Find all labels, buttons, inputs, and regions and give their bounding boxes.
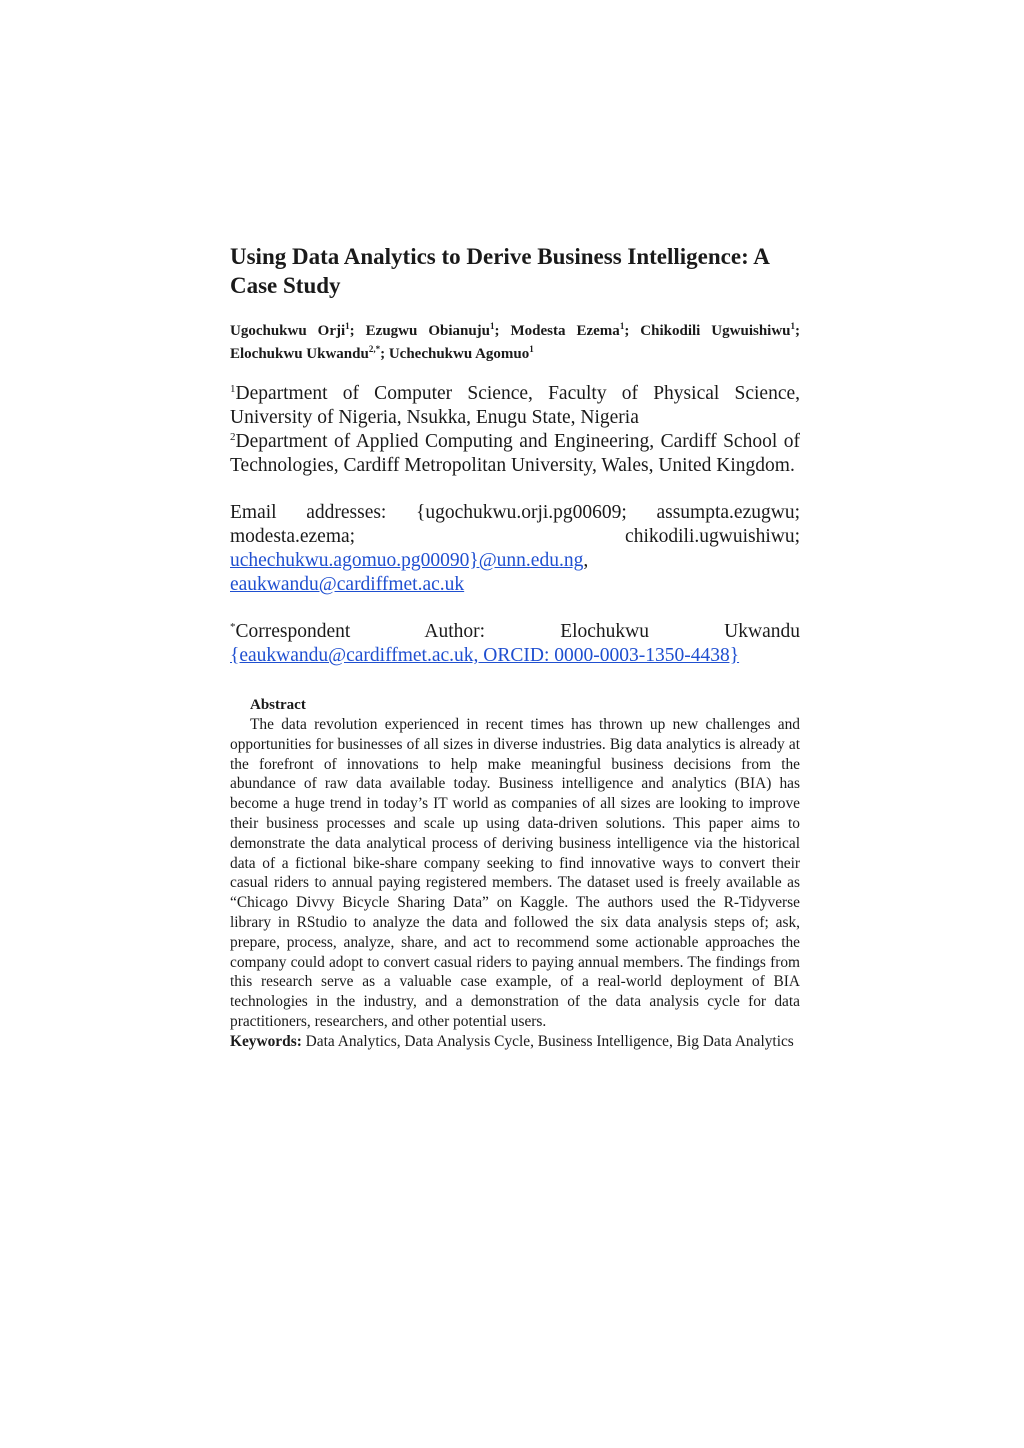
email-separator: , [583, 550, 589, 571]
author-separator: ; [795, 323, 801, 339]
author-affiliation-mark: 1 [529, 344, 534, 354]
email-prefix-text: Email addresses: {ugochukwu.orji.pg00609; assumpta.ezugwu; modesta.ezema; chikodili.ugwuishiwu; [230, 502, 800, 547]
keywords-text: Data Analytics, Data Analysis Cycle, Business Intelligence, Big Data Analytics [301, 1032, 794, 1050]
author-separator: ; [624, 323, 641, 339]
correspondent-link[interactable]: {eaukwandu@cardiffmet.ac.uk, ORCID: 0000-0003-1350-4438} [230, 645, 740, 666]
email-link-unn[interactable]: uchechukwu.agomuo.pg00090}@unn.edu.ng [230, 550, 584, 571]
affiliation-number: 2 [230, 431, 236, 443]
affiliation-number: 1 [230, 383, 236, 395]
paper-first-page [230, 242, 800, 1052]
author-affiliation-mark: 1 [619, 321, 625, 331]
author-affiliation-mark: 2,* [368, 344, 381, 354]
author-affiliation-mark: 1 [790, 321, 796, 331]
affiliation-text: Department of Applied Computing and Engineering, Cardiff School of Technologies, Cardiff Metropolitan University, Wales, United Kingdom. [230, 431, 800, 476]
author-list [230, 320, 800, 366]
author-name: Modesta Ezema [510, 323, 620, 339]
author-separator: ; [349, 323, 366, 339]
correspondent-text: Correspondent Author: Elochukwu Ukwandu [235, 621, 800, 642]
keywords [230, 1032, 800, 1052]
affiliation-text: Department of Computer Science, Faculty of Physical Science, University of Nigeria, Nsukka, Enugu State, Nigeria [230, 383, 800, 428]
affiliation-1 [230, 382, 800, 430]
abstract-heading: Abstract [250, 697, 306, 713]
email-addresses [230, 501, 800, 597]
affiliations [230, 382, 800, 478]
paper-title: Using Data Analytics to Derive Business Intelligence: A Case Study [230, 244, 769, 298]
author-name: Ezugwu Obianuju [365, 323, 491, 339]
abstract-body: The data revolution experienced in recent times has thrown up new challenges and opportunities for businesses of all sizes in diverse industries. Big data analytics is already at the forefront of innovations to help make meaningful business decisions from the abundance of raw data available today. Business intelligence and analytics (BIA) has become a huge trend in today’s IT world as companies of all sizes are looking to improve their business processes and scale up using data-driven solutions. This paper aims to demonstrate the data analytical process of deriving business intelligence via the historical data of a fictional bike-share company seeking to find innovative ways to convert their casual riders to annual paying registered members. The dataset used is freely available as “Chicago Divvy Bicycle Sharing Data” on Kaggle. The authors used the R-Tidyverse library in RStudio to analyze the data and followed the six data analysis steps of; ask, prepare, process, analyze, share, and act to recommend some actionable approaches the company could adopt to convert casual riders to paying annual members. The findings from this research serve as a valuable case example, of a real-world deployment of BIA technologies in the industry, and a demonstration of the data analysis cycle for data practitioners, researchers, and other potential users. [230, 716, 800, 1030]
author-name: Uchechukwu Agomuo [388, 346, 530, 362]
author-separator: ; [380, 346, 389, 362]
correspondent-author [230, 620, 800, 668]
affiliation-2 [230, 430, 800, 478]
author-separator: ; [494, 323, 511, 339]
author-name: Elochukwu Ukwandu [230, 346, 369, 362]
author-name: Chikodili Ugwuishiwu [640, 323, 791, 339]
author-name: Ugochukwu Orji [230, 323, 346, 339]
correspondent-mark: * [230, 621, 236, 633]
email-link-cardiff[interactable]: eaukwandu@cardiffmet.ac.uk [230, 574, 465, 595]
author-affiliation-mark: 1 [490, 321, 495, 331]
keywords-label: Keywords: [230, 1032, 302, 1050]
author-affiliation-mark: 1 [345, 321, 350, 331]
